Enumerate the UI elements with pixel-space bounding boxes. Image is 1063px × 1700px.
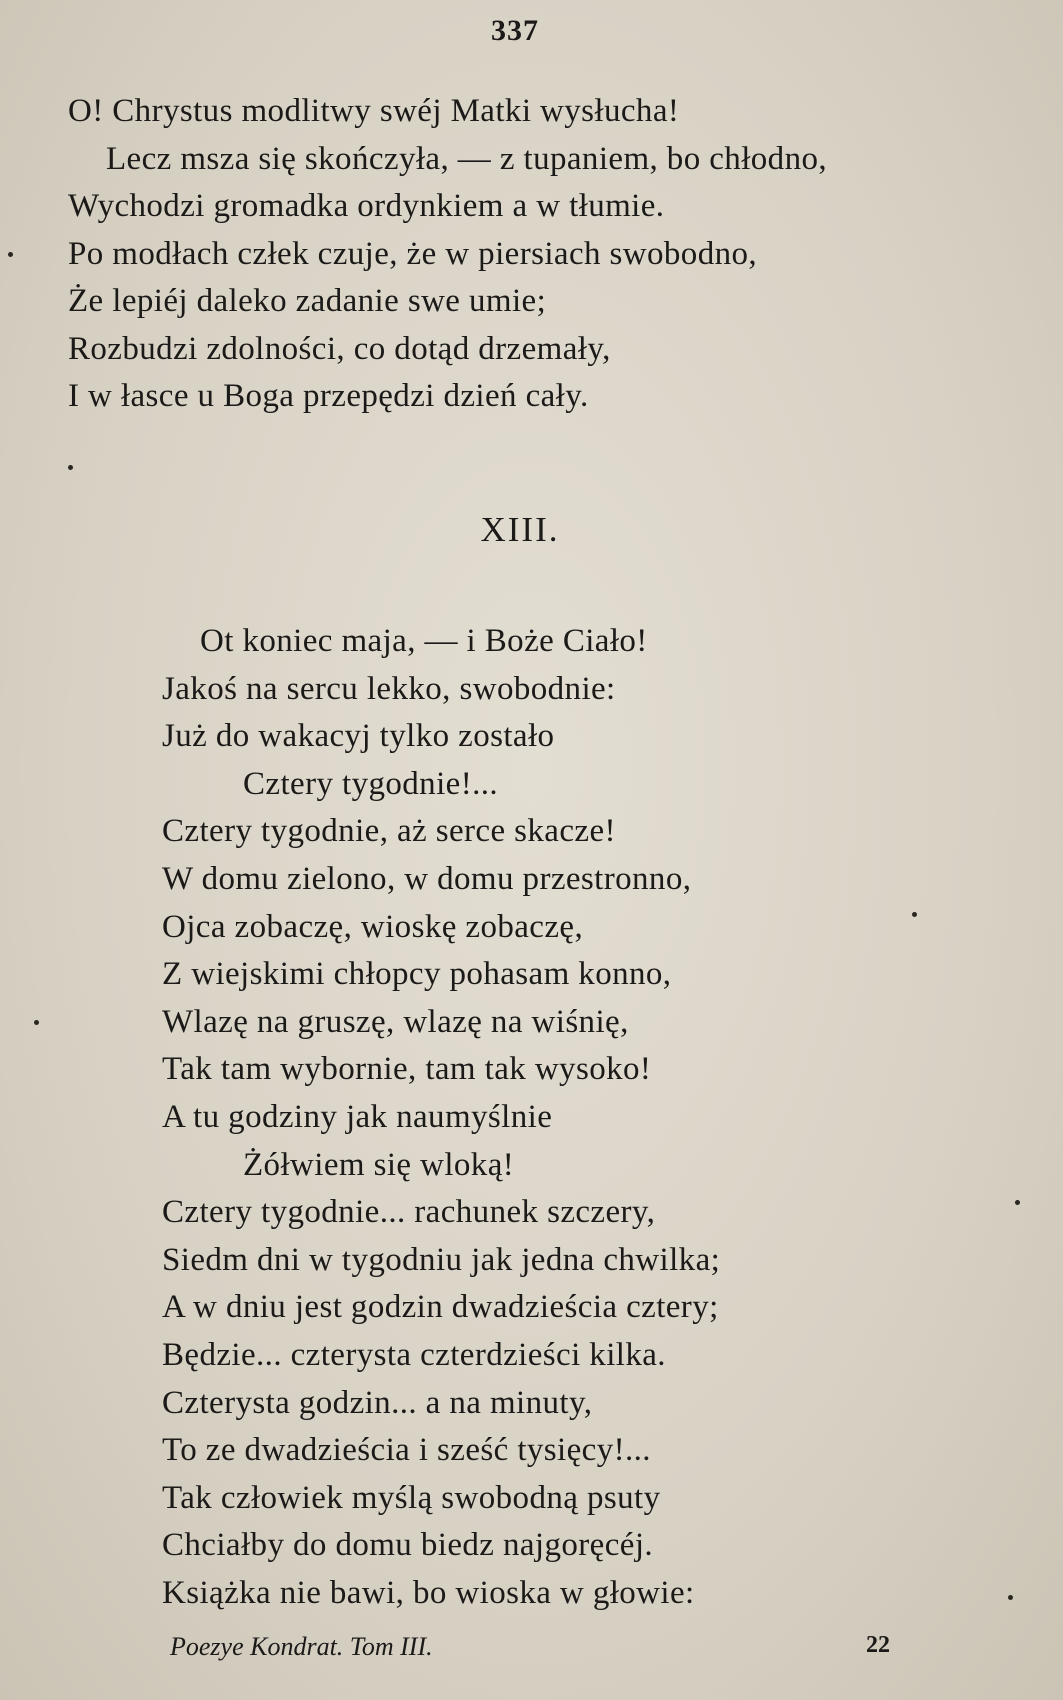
footer-sheet-number: 22: [866, 1632, 890, 1658]
stanza-top: [0, 88, 827, 421]
verse-line: Już do wakacyj tylko zostało: [162, 718, 555, 755]
stanza-main: [0, 618, 720, 1617]
footer-signature: Poezye Kondrat. Tom III.: [170, 1632, 433, 1661]
verse-line: Z wiejskimi chłopcy pohasam konno,: [162, 956, 672, 993]
verse-line: Cztery tygodnie!...: [243, 765, 499, 802]
verse-line: Wlazę na gruszę, wlazę na wiśnię,: [162, 1003, 629, 1040]
verse-line: Po modłach człek czuje, że w piersiach swobodno,: [68, 235, 758, 272]
verse-line: A tu godziny jak naumyślnie: [162, 1098, 553, 1135]
paper-speck: [912, 912, 917, 917]
verse-line: Książka nie bawi, bo wioska w głowie:: [162, 1574, 695, 1611]
paper-speck: [8, 252, 13, 257]
verse-line: O! Chrystus modlitwy swéj Matki wysłucha!: [68, 93, 680, 129]
paper-speck: [1008, 1595, 1013, 1600]
verse-line: Cztery tygodnie... rachunek szczery,: [162, 1194, 656, 1231]
verse-line: Ot koniec maja, — i Boże Ciało!: [200, 623, 648, 659]
verse-line: Że lepiéj daleko zadanie swe umie;: [68, 283, 547, 319]
verse-line: Ojca zobaczę, wioskę zobaczę,: [162, 908, 584, 945]
section-heading: XIII.: [480, 510, 560, 549]
verse-line: Lecz msza się skończyła, — z tupaniem, bo chłodno,: [106, 140, 828, 177]
verse-line: Tak tam wybornie, tam tak wysoko!: [162, 1051, 652, 1088]
page-number: 337: [491, 14, 539, 47]
verse-line: Żółwiem się wloką!: [243, 1146, 515, 1183]
verse-line: Czterysta godzin... a na minuty,: [162, 1384, 593, 1421]
verse-line: Rozbudzi zdolności, co dotąd drzemały,: [68, 330, 611, 367]
verse-line: To ze dwadzieścia i sześć tysięcy!...: [162, 1432, 651, 1469]
verse-line: W domu zielono, w domu przestronno,: [162, 860, 692, 897]
verse-line: Chciałby do domu biedz najgoręcéj.: [162, 1527, 654, 1564]
paper-speck: [34, 1020, 39, 1025]
paper-speck: [68, 465, 73, 470]
verse-line: Siedm dni w tygodniu jak jedna chwilka;: [162, 1241, 721, 1278]
verse-line: Będzie... czterysta czterdzieści kilka.: [162, 1336, 666, 1373]
paper-speck: [1015, 1200, 1020, 1205]
verse-line: Tak człowiek myślą swobodną psuty: [162, 1479, 661, 1516]
verse-line: Wychodzi gromadka ordynkiem a w tłumie.: [68, 188, 665, 224]
verse-line: Jakoś na sercu lekko, swobodnie:: [162, 670, 616, 707]
verse-line: A w dniu jest godzin dwadzieścia cztery;: [162, 1289, 719, 1326]
verse-line: Cztery tygodnie, aż serce skacze!: [162, 813, 616, 850]
verse-line: I w łasce u Boga przepędzi dzień cały.: [68, 378, 589, 414]
